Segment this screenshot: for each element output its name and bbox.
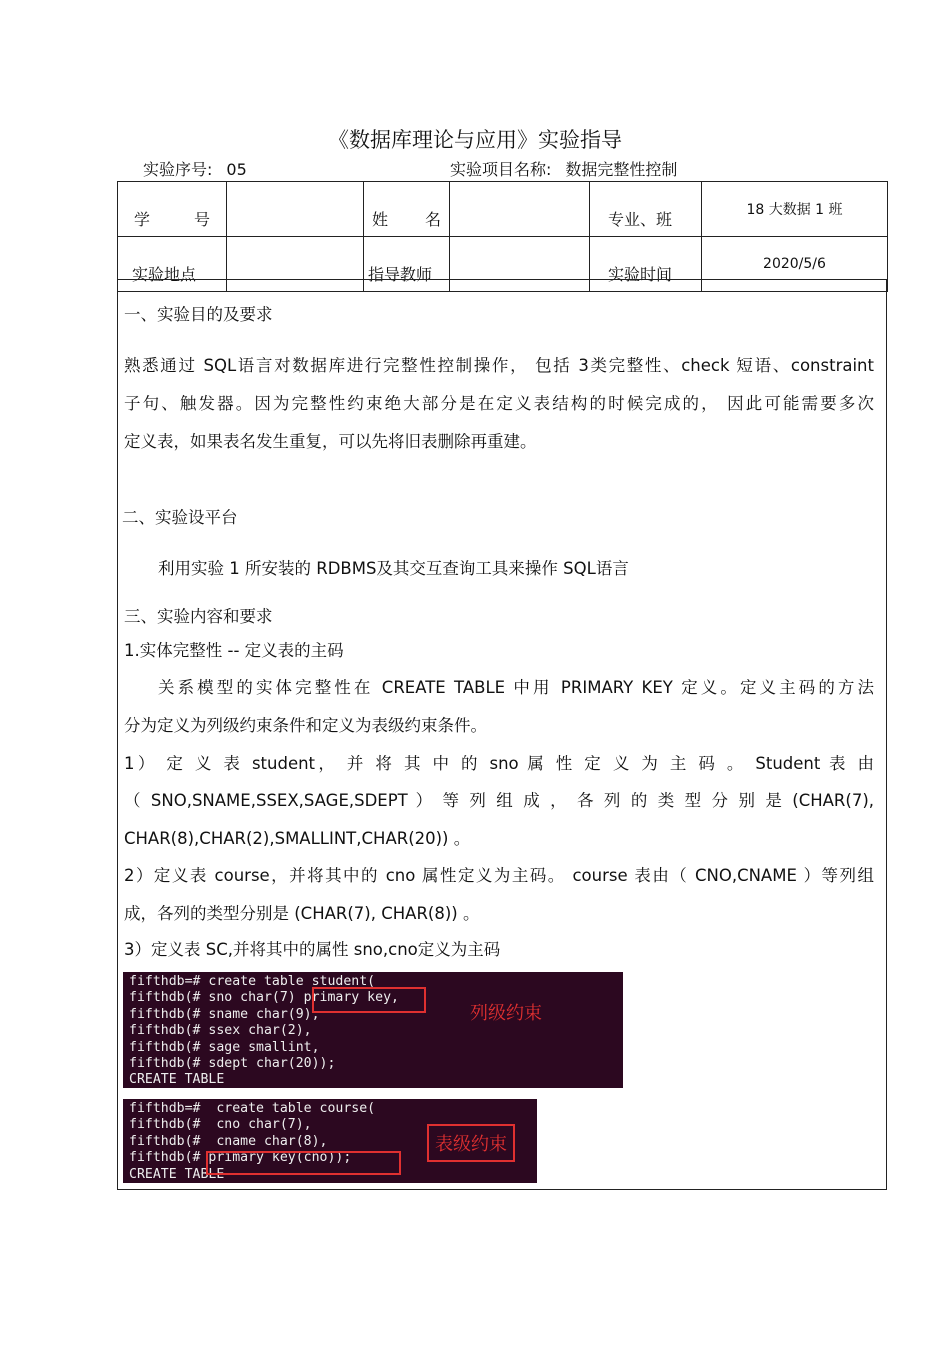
major-value: 18 大数据 1 班 — [702, 182, 888, 237]
terminal-line: fifthdb=# create table student( — [129, 974, 376, 989]
section3-q1-line3: CHAR(8),CHAR(2),SMALLINT,CHAR(20)) 。 — [124, 829, 471, 848]
section1-line1: 熟悉通过 SQL语言对数据库进行完整性控制操作， 包括 3类完整性、check 短语、constraint — [124, 356, 874, 375]
terminal-line: fifthdb(# ssex char(2), — [129, 1023, 312, 1039]
terminal-line: fifthdb=# create table course( — [129, 1101, 376, 1116]
section1-line2: 子句、触发器。因为完整性约束绝大部分是在定义表结构的时候完成的， 因此可能需要多次 — [124, 394, 874, 413]
experiment-name — [450, 157, 677, 180]
terminal-line: CREATE TABLE — [129, 1072, 225, 1088]
experiment-number-label: 实验序号: — [143, 160, 213, 179]
section3-p1-line1: 关系模型的实体完整性在 CREATE TABLE 中用 PRIMARY KEY 定义。定义主码的方法 — [158, 678, 874, 697]
student-id-label: 学 号 — [118, 182, 227, 237]
student-id-cell[interactable] — [227, 182, 364, 237]
section3-item1: 1.实体完整性 -- 定义表的主码 — [124, 641, 344, 660]
section3-q1-line1: 1） 定 义 表 student， 并 将 其 中 的 sno 属 性 定 义 为 主 码 。 Student 表 由 — [124, 754, 874, 773]
section3-q3: 3）定义表 SC,并将其中的属性 sno,cno定义为主码 — [124, 940, 501, 959]
section3-q1-line2: （ SNO,SNAME,SSEX,SAGE,SDEPT ） 等 列 组 成 ， 各 列 的 类 型 分 别 是 (CHAR(7), — [124, 791, 874, 810]
table-constraint-annotation: 表级约束 — [427, 1124, 515, 1162]
info-table — [117, 181, 888, 292]
primary-key-highlight-2 — [206, 1151, 401, 1175]
terminal-line: fifthdb(# cname char(8), — [129, 1133, 328, 1149]
experiment-name-label: 实验项目名称: — [450, 160, 552, 179]
terminal-line: fifthdb(# cno char(7), — [129, 1117, 312, 1133]
section1-heading: 一、实验目的及要求 — [124, 305, 273, 324]
location-label: 实验地点 — [118, 237, 227, 292]
section3-p1-line2: 分为定义为列级约束条件和定义为表级约束条件。 — [124, 716, 487, 735]
time-value: 2020/5/6 — [702, 237, 888, 292]
terminal-line: fifthdb(# primary key(cno)); — [129, 1150, 352, 1166]
section1-line3: 定义表，如果表名发生重复，可以先将旧表删除再重建。 — [124, 432, 537, 451]
time-label: 实验时间 — [590, 237, 702, 292]
section3-q2-line1: 2）定义表 course，并将其中的 cno 属性定义为主码。 course 表由（ CNO,CNAME ）等列组 — [124, 866, 874, 885]
terminal-line: fifthdb(# sno char(7) primary key, — [129, 990, 399, 1006]
major-label: 专业、班 — [590, 182, 702, 237]
terminal-line: fifthdb(# sdept char(20)); — [129, 1056, 336, 1072]
section2-heading: 二、实验设平台 — [122, 508, 238, 527]
section3-q2-line2: 成，各列的类型分别是 (CHAR(7), CHAR(8)) 。 — [124, 904, 480, 923]
primary-key-highlight-1 — [312, 987, 426, 1013]
teacher-label: 指导教师 — [364, 237, 450, 292]
info-row-1 — [118, 182, 888, 237]
name-cell[interactable] — [450, 182, 590, 237]
name-label: 姓 名 — [364, 182, 450, 237]
section2-paragraph: 利用实验 1 所安装的 RDBMS及其交互查询工具来操作 SQL语言 — [158, 559, 629, 578]
terminal-line: CREATE TABLE — [129, 1166, 225, 1182]
experiment-number-value: 05 — [226, 160, 247, 179]
content-body — [117, 279, 887, 1190]
experiment-number — [143, 157, 247, 180]
terminal-line: fifthdb(# sname char(9), — [129, 1006, 320, 1022]
document-title: 《数据库理论与应用》实验指导 — [328, 128, 622, 152]
terminal-line: fifthdb(# sage smallint, — [129, 1039, 320, 1055]
section3-heading: 三、实验内容和要求 — [124, 607, 273, 626]
experiment-name-value: 数据完整性控制 — [565, 160, 678, 179]
column-constraint-annotation: 列级约束 — [470, 1003, 542, 1024]
